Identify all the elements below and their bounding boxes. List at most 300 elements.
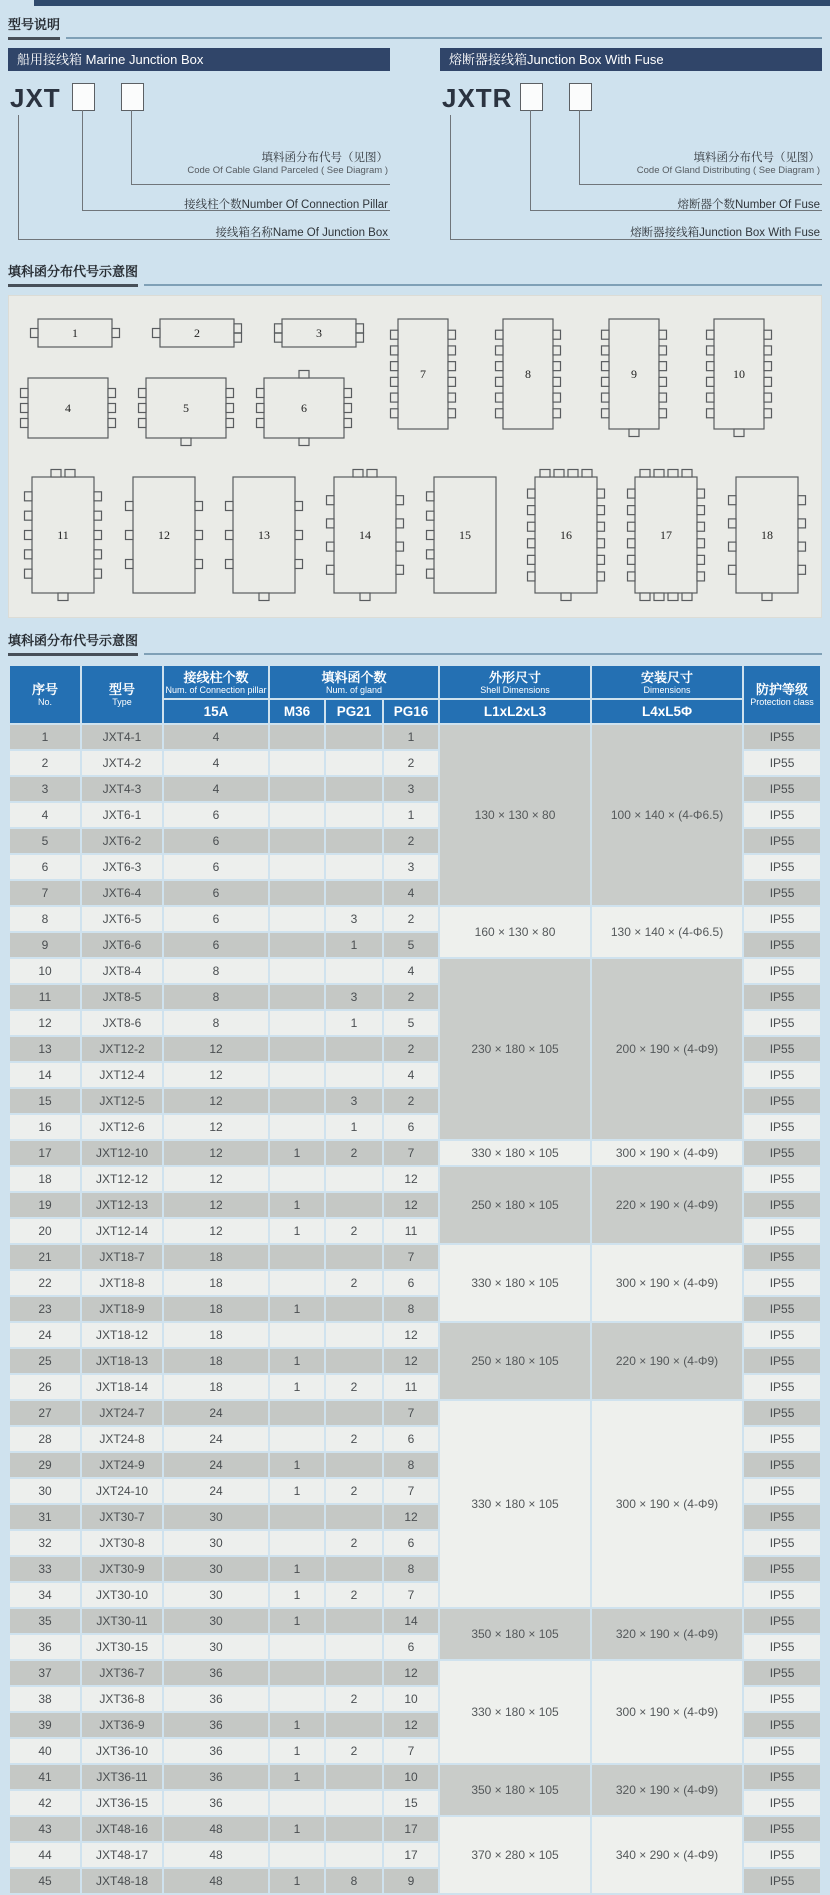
cell-type: JXT12-13 xyxy=(82,1193,162,1217)
cell-m36 xyxy=(270,725,324,749)
cell-15a: 6 xyxy=(164,907,268,931)
cell-pg21 xyxy=(326,725,382,749)
cell-type: JXT18-12 xyxy=(82,1323,162,1347)
cell-pg16: 12 xyxy=(384,1505,438,1529)
cell-type: JXT24-7 xyxy=(82,1401,162,1425)
cell-no: 32 xyxy=(10,1531,80,1555)
cell-m36 xyxy=(270,881,324,905)
gland-box-14 xyxy=(325,468,405,607)
cell-15a: 4 xyxy=(164,725,268,749)
cell-type: JXT30-15 xyxy=(82,1635,162,1659)
cell-m36 xyxy=(270,1037,324,1061)
connector-line xyxy=(131,110,132,184)
cell-protection: IP55 xyxy=(744,1011,820,1035)
table-row xyxy=(10,1817,820,1841)
cell-m36: 1 xyxy=(270,1479,324,1503)
cell-pg21: 1 xyxy=(326,1115,382,1139)
cell-no: 9 xyxy=(10,933,80,957)
cell-pg21 xyxy=(326,1661,382,1685)
cell-no: 1 xyxy=(10,725,80,749)
cell-pg16: 14 xyxy=(384,1609,438,1633)
cell-type: JXT36-7 xyxy=(82,1661,162,1685)
cell-no: 40 xyxy=(10,1739,80,1763)
cell-m36 xyxy=(270,803,324,827)
cell-protection: IP55 xyxy=(744,1505,820,1529)
cell-pg21 xyxy=(326,959,382,983)
cell-no: 43 xyxy=(10,1817,80,1841)
cell-protection: IP55 xyxy=(744,1583,820,1607)
cell-protection: IP55 xyxy=(744,1115,820,1139)
cell-type: JXT8-5 xyxy=(82,985,162,1009)
cell-type: JXT8-6 xyxy=(82,1011,162,1035)
cell-pg16: 12 xyxy=(384,1323,438,1347)
label-gland-code-en: Code Of Gland Distributing ( See Diagram ) xyxy=(636,165,820,176)
cell-no: 16 xyxy=(10,1115,80,1139)
cell-m36 xyxy=(270,1401,324,1425)
gland-box-13 xyxy=(224,468,304,607)
cell-pg21 xyxy=(326,1713,382,1737)
model-code-panels xyxy=(8,48,822,251)
gland-box-12 xyxy=(124,468,204,607)
cell-15a: 30 xyxy=(164,1609,268,1633)
cell-pg21 xyxy=(326,881,382,905)
cell-pg16: 12 xyxy=(384,1193,438,1217)
gland-box-svg-11 xyxy=(23,468,103,602)
cell-protection: IP55 xyxy=(744,907,820,931)
cell-protection: IP55 xyxy=(744,1401,820,1425)
cell-pg21: 2 xyxy=(326,1687,382,1711)
cell-pg21: 3 xyxy=(326,907,382,931)
cell-pg16: 5 xyxy=(384,933,438,957)
label-fuse-box-name: 熔断器接线箱Junction Box With Fuse xyxy=(630,227,820,239)
cell-pg21 xyxy=(326,1401,382,1425)
label-gland-code-en: Code Of Cable Gland Parceled ( See Diagram ) xyxy=(187,165,388,176)
cell-no: 24 xyxy=(10,1323,80,1347)
cell-protection: IP55 xyxy=(744,777,820,801)
spec-table xyxy=(8,664,822,1895)
cell-no: 35 xyxy=(10,1609,80,1633)
cell-m36: 1 xyxy=(270,1141,324,1165)
cell-protection: IP55 xyxy=(744,751,820,775)
cell-install-dims: 130 × 140 × (4-Φ6.5) xyxy=(592,907,742,957)
cell-pg16: 2 xyxy=(384,907,438,931)
cell-no: 22 xyxy=(10,1271,80,1295)
cell-type: JXT4-3 xyxy=(82,777,162,801)
cell-no: 30 xyxy=(10,1479,80,1503)
gland-box-svg-4 xyxy=(19,369,117,447)
cell-pg16: 2 xyxy=(384,985,438,1009)
col-header-no: 序号 No. xyxy=(10,666,80,723)
cell-protection: IP55 xyxy=(744,1141,820,1165)
col-header-type: 型号 Type xyxy=(82,666,162,723)
cell-protection: IP55 xyxy=(744,1167,820,1191)
cell-pg21 xyxy=(326,1323,382,1347)
cell-pg16: 7 xyxy=(384,1739,438,1763)
col-header-pillar-count: 接线柱个数 Num. of Connection pillar xyxy=(164,666,268,698)
cell-install-dims: 300 × 190 × (4-Φ9) xyxy=(592,1245,742,1321)
diagram-boxes-1-3 xyxy=(19,310,351,361)
cell-type: JXT18-14 xyxy=(82,1375,162,1399)
section-title-table-text: 填科函分布代号示意图 xyxy=(8,630,138,656)
svg-text:18: 18 xyxy=(760,528,773,542)
cell-protection: IP55 xyxy=(744,1557,820,1581)
svg-text:9: 9 xyxy=(630,367,637,381)
cell-no: 33 xyxy=(10,1557,80,1581)
cell-pg16: 10 xyxy=(384,1687,438,1711)
cell-15a: 30 xyxy=(164,1531,268,1555)
cell-protection: IP55 xyxy=(744,985,820,1009)
col-header-gland-count: 填料函个数 Num. of gland xyxy=(270,666,438,698)
cell-pg16: 15 xyxy=(384,1791,438,1815)
svg-text:17: 17 xyxy=(660,528,673,542)
cell-15a: 4 xyxy=(164,777,268,801)
cell-pg16: 7 xyxy=(384,1141,438,1165)
cell-protection: IP55 xyxy=(744,1635,820,1659)
cell-m36 xyxy=(270,751,324,775)
cell-m36: 1 xyxy=(270,1349,324,1373)
cell-pg16: 2 xyxy=(384,1089,438,1113)
connector-line xyxy=(18,115,19,239)
cell-type: JXT36-15 xyxy=(82,1791,162,1815)
cell-pg21 xyxy=(326,855,382,879)
diagram-boxes-7-10 xyxy=(351,310,811,452)
cell-no: 41 xyxy=(10,1765,80,1789)
gland-box-svg-14 xyxy=(325,468,405,602)
cell-no: 5 xyxy=(10,829,80,853)
cell-15a: 6 xyxy=(164,829,268,853)
cell-protection: IP55 xyxy=(744,1427,820,1451)
table-row xyxy=(10,1765,820,1789)
cell-shell-dims: 330 × 180 × 105 xyxy=(440,1245,590,1321)
cell-15a: 8 xyxy=(164,959,268,983)
cell-m36 xyxy=(270,1115,324,1139)
cell-15a: 36 xyxy=(164,1661,268,1685)
cell-pg16: 10 xyxy=(384,1765,438,1789)
gland-box-svg-16 xyxy=(526,468,606,602)
cell-15a: 12 xyxy=(164,1167,268,1191)
cell-pg21: 3 xyxy=(326,1089,382,1113)
cell-pg16: 3 xyxy=(384,777,438,801)
cell-install-dims: 320 × 190 × (4-Φ9) xyxy=(592,1609,742,1659)
panel-header-marine: 船用接线箱 Marine Junction Box xyxy=(8,48,390,71)
cell-type: JXT4-2 xyxy=(82,751,162,775)
gland-box-17 xyxy=(626,468,706,607)
cell-pg21 xyxy=(326,1037,382,1061)
code-box-1 xyxy=(72,83,95,111)
table-row xyxy=(10,1141,820,1165)
cell-type: JXT24-10 xyxy=(82,1479,162,1503)
cell-pg16: 8 xyxy=(384,1297,438,1321)
cell-no: 17 xyxy=(10,1141,80,1165)
cell-15a: 18 xyxy=(164,1375,268,1399)
cell-no: 31 xyxy=(10,1505,80,1529)
cell-install-dims: 200 × 190 × (4-Φ9) xyxy=(592,959,742,1139)
cell-15a: 12 xyxy=(164,1037,268,1061)
cell-15a: 18 xyxy=(164,1323,268,1347)
cell-shell-dims: 350 × 180 × 105 xyxy=(440,1609,590,1659)
cell-pg16: 7 xyxy=(384,1245,438,1269)
cell-m36: 1 xyxy=(270,1193,324,1217)
cell-type: JXT30-7 xyxy=(82,1505,162,1529)
title-rule xyxy=(144,653,822,655)
gland-box-svg-17 xyxy=(626,468,706,602)
cell-m36: 1 xyxy=(270,1817,324,1841)
cell-15a: 18 xyxy=(164,1349,268,1373)
cell-15a: 24 xyxy=(164,1401,268,1425)
section-title-model-text: 型号说明 xyxy=(8,14,60,40)
cell-type: JXT6-1 xyxy=(82,803,162,827)
header-row-1 xyxy=(10,666,820,698)
marine-junction-box-panel xyxy=(8,48,390,251)
cell-pg21 xyxy=(326,1635,382,1659)
cell-protection: IP55 xyxy=(744,803,820,827)
cell-no: 20 xyxy=(10,1219,80,1243)
cell-pg21: 2 xyxy=(326,1531,382,1555)
cell-shell-dims: 250 × 180 × 105 xyxy=(440,1167,590,1243)
cell-type: JXT48-18 xyxy=(82,1869,162,1893)
cell-pg16: 7 xyxy=(384,1583,438,1607)
cell-type: JXT36-11 xyxy=(82,1765,162,1789)
cell-15a: 36 xyxy=(164,1687,268,1711)
cell-pg16: 12 xyxy=(384,1349,438,1373)
connector-line xyxy=(579,184,822,185)
cell-shell-dims: 330 × 180 × 105 xyxy=(440,1401,590,1607)
cell-no: 44 xyxy=(10,1843,80,1867)
cell-15a: 12 xyxy=(164,1219,268,1243)
cell-m36 xyxy=(270,1505,324,1529)
code-box-2 xyxy=(569,83,592,111)
top-rule xyxy=(34,0,830,6)
cell-pg16: 2 xyxy=(384,1037,438,1061)
cell-15a: 8 xyxy=(164,985,268,1009)
cell-pg16: 4 xyxy=(384,1063,438,1087)
cell-15a: 36 xyxy=(164,1765,268,1789)
cell-pg21: 2 xyxy=(326,1219,382,1243)
cell-m36 xyxy=(270,907,324,931)
diagram-boxes-4-6 xyxy=(19,369,351,452)
diagram-boxes-11-18 xyxy=(19,468,811,607)
connector-line xyxy=(450,115,451,239)
gland-box-svg-7 xyxy=(389,310,457,438)
cell-no: 8 xyxy=(10,907,80,931)
cell-pg21 xyxy=(326,1765,382,1789)
cell-protection: IP55 xyxy=(744,1271,820,1295)
cell-pg21: 8 xyxy=(326,1869,382,1893)
cell-m36 xyxy=(270,1245,324,1269)
cell-shell-dims: 330 × 180 × 105 xyxy=(440,1141,590,1165)
cell-type: JXT4-1 xyxy=(82,725,162,749)
cell-pg16: 8 xyxy=(384,1453,438,1477)
cell-protection: IP55 xyxy=(744,881,820,905)
code-box-1 xyxy=(520,83,543,111)
svg-text:13: 13 xyxy=(258,528,271,542)
svg-text:7: 7 xyxy=(419,367,426,381)
cell-no: 11 xyxy=(10,985,80,1009)
svg-text:5: 5 xyxy=(183,401,189,415)
title-rule xyxy=(66,37,822,39)
cell-m36: 1 xyxy=(270,1869,324,1893)
cell-15a: 18 xyxy=(164,1271,268,1295)
cell-protection: IP55 xyxy=(744,1479,820,1503)
table-row xyxy=(10,959,820,983)
cell-pg16: 11 xyxy=(384,1219,438,1243)
cell-pg21: 1 xyxy=(326,1011,382,1035)
cell-15a: 30 xyxy=(164,1557,268,1581)
table-row xyxy=(10,1323,820,1347)
cell-type: JXT6-2 xyxy=(82,829,162,853)
cell-no: 10 xyxy=(10,959,80,983)
cell-pg16: 3 xyxy=(384,855,438,879)
cell-m36: 1 xyxy=(270,1739,324,1763)
model-code-jxtr: JXTR xyxy=(442,83,513,113)
model-code-diagram-jxt xyxy=(8,71,390,251)
cell-no: 19 xyxy=(10,1193,80,1217)
cell-pg16: 9 xyxy=(384,1869,438,1893)
cell-m36 xyxy=(270,855,324,879)
cell-pg21 xyxy=(326,1349,382,1373)
table-row xyxy=(10,907,820,931)
cell-pg21: 2 xyxy=(326,1583,382,1607)
cell-type: JXT6-5 xyxy=(82,907,162,931)
cell-shell-dims: 370 × 280 × 105 xyxy=(440,1817,590,1893)
gland-box-svg-13 xyxy=(224,468,304,602)
cell-pg21: 1 xyxy=(326,933,382,957)
cell-protection: IP55 xyxy=(744,1323,820,1347)
gland-box-7 xyxy=(389,310,457,443)
sub-header-L1xL2xL3: L1xL2xL3 xyxy=(440,700,590,723)
cell-m36: 1 xyxy=(270,1375,324,1399)
cell-15a: 12 xyxy=(164,1063,268,1087)
table-row xyxy=(10,1661,820,1685)
cell-15a: 4 xyxy=(164,751,268,775)
spec-table-body xyxy=(10,725,820,1893)
cell-protection: IP55 xyxy=(744,725,820,749)
cell-15a: 30 xyxy=(164,1635,268,1659)
cell-install-dims: 220 × 190 × (4-Φ9) xyxy=(592,1323,742,1399)
cell-shell-dims: 130 × 130 × 80 xyxy=(440,725,590,905)
code-box-2 xyxy=(121,83,144,111)
cell-m36: 1 xyxy=(270,1557,324,1581)
gland-box-8 xyxy=(494,310,562,443)
cell-type: JXT12-10 xyxy=(82,1141,162,1165)
model-code-diagram-jxtr xyxy=(440,71,822,251)
cell-type: JXT30-8 xyxy=(82,1531,162,1555)
gland-box-11 xyxy=(23,468,103,607)
cell-pg16: 6 xyxy=(384,1271,438,1295)
cell-15a: 36 xyxy=(164,1739,268,1763)
svg-text:3: 3 xyxy=(316,326,322,340)
cell-15a: 48 xyxy=(164,1869,268,1893)
cell-pg21 xyxy=(326,1193,382,1217)
cell-15a: 6 xyxy=(164,933,268,957)
cell-pg16: 1 xyxy=(384,803,438,827)
cell-protection: IP55 xyxy=(744,1765,820,1789)
cell-protection: IP55 xyxy=(744,1193,820,1217)
gland-box-1 xyxy=(29,310,121,361)
cell-m36: 1 xyxy=(270,1297,324,1321)
cell-install-dims: 320 × 190 × (4-Φ9) xyxy=(592,1765,742,1815)
cell-m36 xyxy=(270,1843,324,1867)
cell-15a: 12 xyxy=(164,1141,268,1165)
cell-m36 xyxy=(270,1063,324,1087)
cell-install-dims: 220 × 190 × (4-Φ9) xyxy=(592,1167,742,1243)
cell-pg21 xyxy=(326,1609,382,1633)
cell-no: 37 xyxy=(10,1661,80,1685)
fuse-junction-box-panel xyxy=(440,48,822,251)
sub-header-15A: 15A xyxy=(164,700,268,723)
cell-protection: IP55 xyxy=(744,1817,820,1841)
svg-text:1: 1 xyxy=(72,326,78,340)
cell-install-dims: 300 × 190 × (4-Φ9) xyxy=(592,1401,742,1607)
gland-box-4 xyxy=(19,369,117,452)
cell-shell-dims: 160 × 130 × 80 xyxy=(440,907,590,957)
svg-text:12: 12 xyxy=(157,528,170,542)
cell-no: 7 xyxy=(10,881,80,905)
cell-protection: IP55 xyxy=(744,1661,820,1685)
cell-pg16: 1 xyxy=(384,725,438,749)
cell-no: 29 xyxy=(10,1453,80,1477)
cell-shell-dims: 330 × 180 × 105 xyxy=(440,1661,590,1763)
cell-15a: 24 xyxy=(164,1427,268,1451)
gland-box-svg-12 xyxy=(124,468,204,602)
cell-15a: 12 xyxy=(164,1193,268,1217)
cell-pg16: 5 xyxy=(384,1011,438,1035)
label-gland-code xyxy=(637,149,820,176)
svg-text:2: 2 xyxy=(194,326,200,340)
cell-protection: IP55 xyxy=(744,855,820,879)
sub-header-L4xL5Φ: L4xL5Φ xyxy=(592,700,742,723)
table-row xyxy=(10,1167,820,1191)
gland-box-svg-18 xyxy=(727,468,807,602)
cell-type: JXT6-6 xyxy=(82,933,162,957)
cell-pg16: 7 xyxy=(384,1401,438,1425)
cell-15a: 6 xyxy=(164,803,268,827)
cell-shell-dims: 250 × 180 × 105 xyxy=(440,1323,590,1399)
cell-no: 38 xyxy=(10,1687,80,1711)
cell-m36 xyxy=(270,1167,324,1191)
cell-protection: IP55 xyxy=(744,1037,820,1061)
cell-no: 28 xyxy=(10,1427,80,1451)
cell-install-dims: 300 × 190 × (4-Φ9) xyxy=(592,1661,742,1763)
table-row xyxy=(10,1401,820,1425)
cell-15a: 24 xyxy=(164,1479,268,1503)
cell-protection: IP55 xyxy=(744,1063,820,1087)
cell-type: JXT12-5 xyxy=(82,1089,162,1113)
cell-pg21 xyxy=(326,803,382,827)
cell-type: JXT12-14 xyxy=(82,1219,162,1243)
cell-m36 xyxy=(270,1687,324,1711)
cell-type: JXT24-9 xyxy=(82,1453,162,1477)
cell-no: 4 xyxy=(10,803,80,827)
cell-pg21 xyxy=(326,1297,382,1321)
svg-text:15: 15 xyxy=(459,528,472,542)
cell-pg21 xyxy=(326,777,382,801)
cell-no: 36 xyxy=(10,1635,80,1659)
cell-pg21 xyxy=(326,1505,382,1529)
cell-protection: IP55 xyxy=(744,1609,820,1633)
sub-header-M36: M36 xyxy=(270,700,324,723)
section-title-table xyxy=(8,630,822,656)
panel-header-fuse: 熔断器接线箱Junction Box With Fuse xyxy=(440,48,822,71)
cell-m36 xyxy=(270,1011,324,1035)
gland-box-16 xyxy=(526,468,606,607)
cell-protection: IP55 xyxy=(744,1531,820,1555)
cell-pg21 xyxy=(326,1791,382,1815)
svg-text:16: 16 xyxy=(559,528,572,542)
cell-protection: IP55 xyxy=(744,1869,820,1893)
cell-protection: IP55 xyxy=(744,1713,820,1737)
cell-15a: 12 xyxy=(164,1115,268,1139)
